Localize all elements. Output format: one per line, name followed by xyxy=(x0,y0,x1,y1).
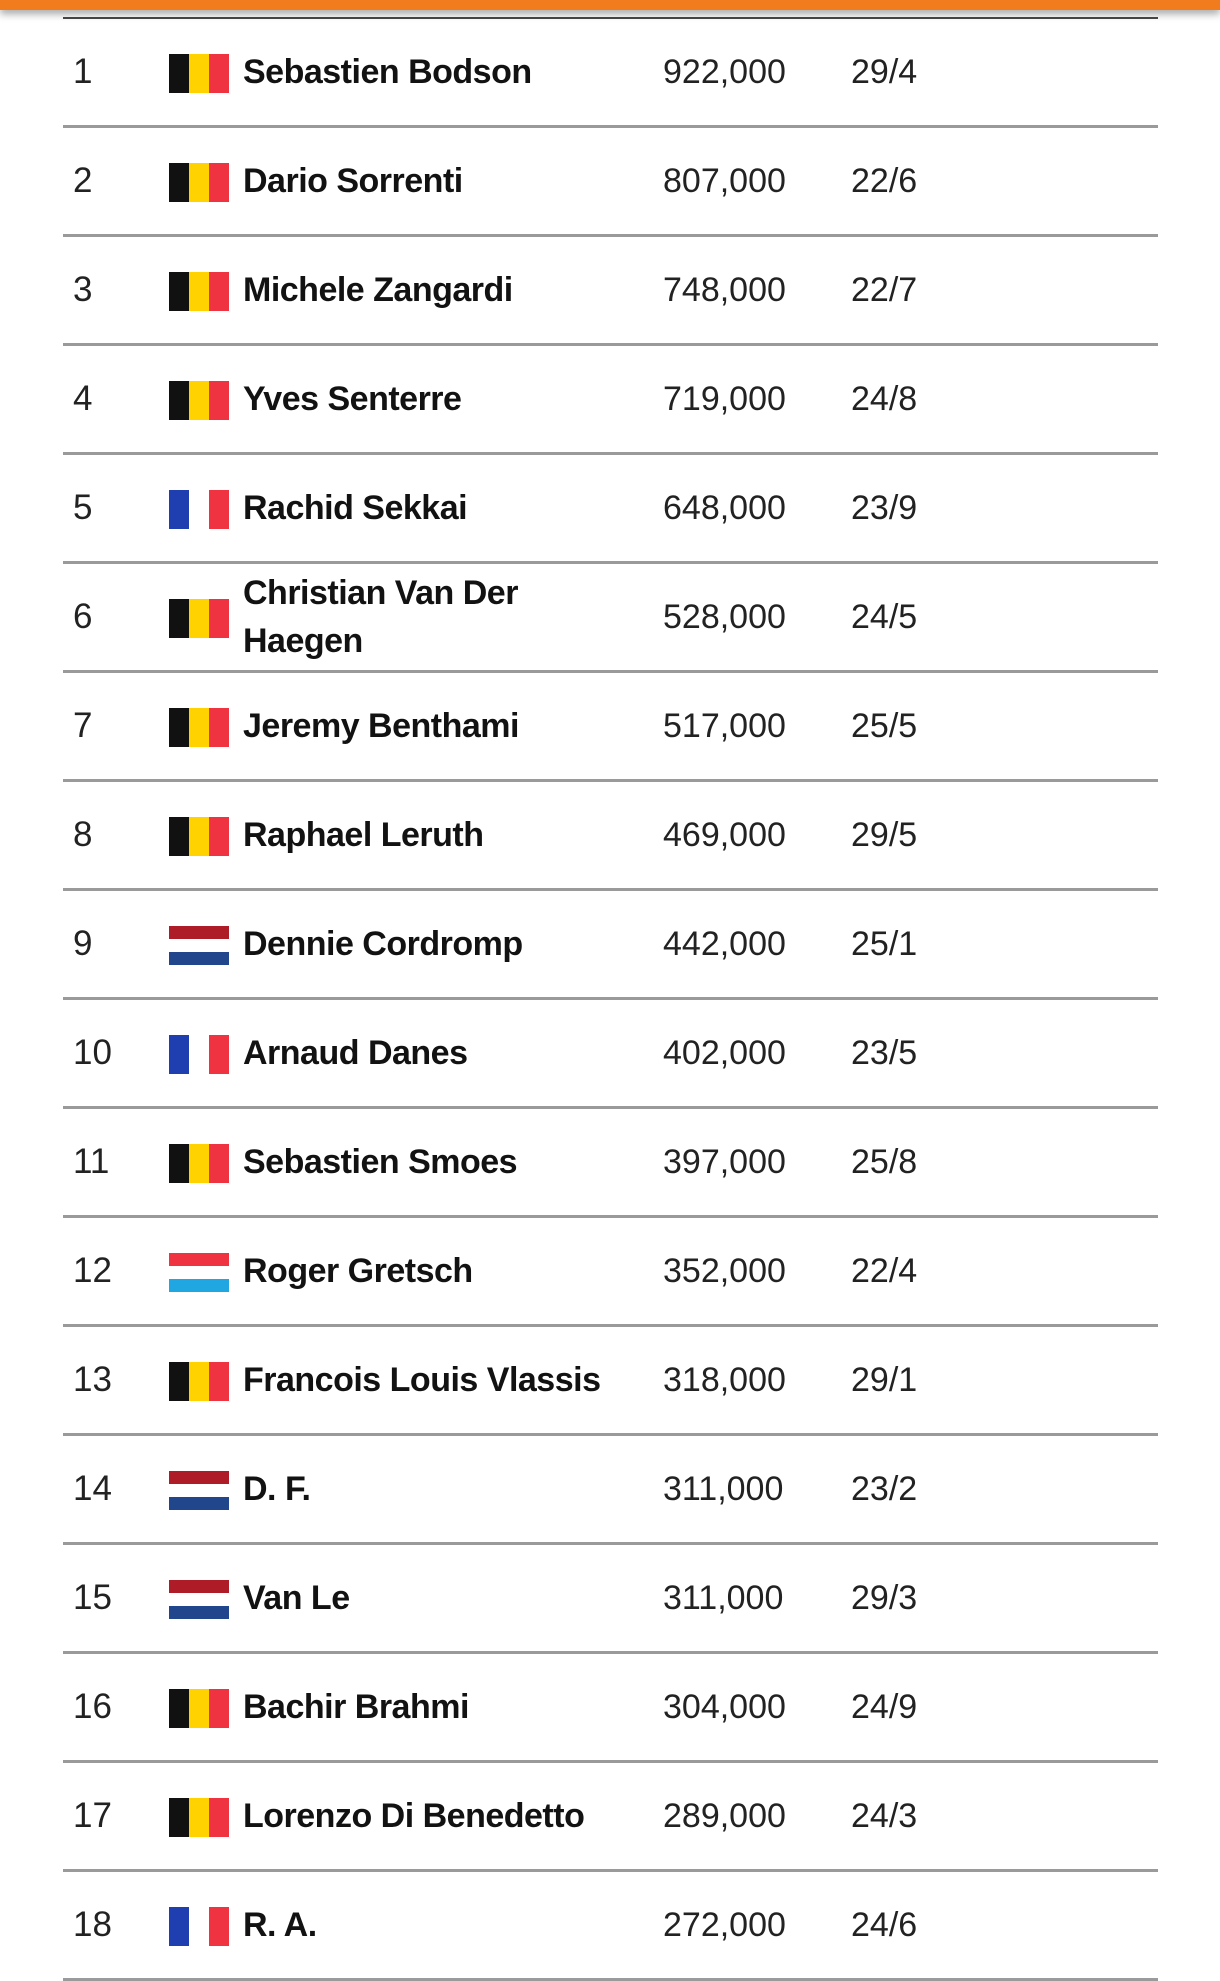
flag-stripe xyxy=(209,381,229,420)
rank-cell: 12 xyxy=(73,1251,112,1290)
top-accent-bar xyxy=(0,0,1220,10)
table-row-17 xyxy=(63,1763,1158,1872)
table-row-5 xyxy=(63,455,1158,564)
flag-stripe xyxy=(169,490,189,529)
flag-stripe xyxy=(169,952,229,965)
luxembourg-flag-icon xyxy=(169,1253,229,1292)
amount-cell: 469,000 xyxy=(663,816,786,854)
flag-stripe xyxy=(189,272,209,311)
date-cell: 25/5 xyxy=(851,707,918,745)
date-cell: 23/5 xyxy=(851,1034,918,1072)
rank-cell: 8 xyxy=(73,815,93,854)
table-row-3 xyxy=(63,237,1158,346)
name-cell: Rachid Sekkai xyxy=(243,489,468,527)
flag-stripe xyxy=(209,708,229,747)
belgium-flag-icon xyxy=(169,708,229,747)
table-row-11 xyxy=(63,1109,1158,1218)
flag-stripe xyxy=(169,1689,189,1728)
amount-cell: 807,000 xyxy=(663,162,786,200)
flag-stripe xyxy=(209,1362,229,1401)
name-cell: Bachir Brahmi xyxy=(243,1688,469,1726)
flag-stripe xyxy=(169,163,189,202)
flag-stripe xyxy=(169,1907,189,1946)
flag-stripe xyxy=(169,272,189,311)
netherlands-flag-icon xyxy=(169,926,229,965)
table-row-12 xyxy=(63,1218,1158,1327)
belgium-flag-icon xyxy=(169,272,229,311)
france-flag-icon xyxy=(169,1907,229,1946)
table-row-6 xyxy=(63,564,1158,673)
flag-stripe xyxy=(209,1798,229,1837)
amount-cell: 352,000 xyxy=(663,1252,786,1290)
name-cell: Lorenzo Di Benedetto xyxy=(243,1797,585,1835)
flag-stripe xyxy=(169,599,189,638)
amount-cell: 304,000 xyxy=(663,1688,786,1726)
date-cell: 24/5 xyxy=(851,598,918,636)
flag-stripe xyxy=(209,1907,229,1946)
rank-cell: 7 xyxy=(73,706,93,745)
flag-stripe xyxy=(209,272,229,311)
date-cell: 29/4 xyxy=(851,53,918,91)
flag-stripe xyxy=(189,1362,209,1401)
flag-stripe xyxy=(169,1798,189,1837)
flag-stripe xyxy=(169,1471,229,1484)
rank-cell: 3 xyxy=(73,270,93,309)
flag-stripe xyxy=(189,54,209,93)
flag-stripe xyxy=(169,1144,189,1183)
flag-stripe xyxy=(169,1279,229,1292)
belgium-flag-icon xyxy=(169,1689,229,1728)
belgium-flag-icon xyxy=(169,817,229,856)
flag-stripe xyxy=(209,1144,229,1183)
rank-cell: 15 xyxy=(73,1578,112,1617)
amount-cell: 748,000 xyxy=(663,271,786,309)
name-cell: Sebastien Bodson xyxy=(243,53,532,91)
date-cell: 24/3 xyxy=(851,1797,918,1835)
date-cell: 23/9 xyxy=(851,489,918,527)
flag-stripe xyxy=(189,599,209,638)
flag-stripe xyxy=(189,1144,209,1183)
amount-cell: 311,000 xyxy=(663,1470,784,1508)
rank-cell: 9 xyxy=(73,924,93,963)
flag-stripe xyxy=(189,1035,209,1074)
date-cell: 25/1 xyxy=(851,925,918,963)
flag-stripe xyxy=(169,1606,229,1619)
rank-cell: 5 xyxy=(73,488,93,527)
netherlands-flag-icon xyxy=(169,1580,229,1619)
name-cell: D. F. xyxy=(243,1470,311,1508)
name-cell: R. A. xyxy=(243,1906,317,1944)
belgium-flag-icon xyxy=(169,163,229,202)
flag-stripe xyxy=(189,1907,209,1946)
flag-stripe xyxy=(169,54,189,93)
flag-stripe xyxy=(209,1689,229,1728)
amount-cell: 311,000 xyxy=(663,1579,784,1617)
date-cell: 29/5 xyxy=(851,816,918,854)
amount-cell: 528,000 xyxy=(663,598,786,636)
table-row-18 xyxy=(63,1872,1158,1981)
name-cell: Van Le xyxy=(243,1579,350,1617)
date-cell: 29/3 xyxy=(851,1579,918,1617)
name-cell: Roger Gretsch xyxy=(243,1252,473,1290)
name-cell: Christian Van Der Haegen xyxy=(243,574,518,660)
france-flag-icon xyxy=(169,490,229,529)
rank-cell: 14 xyxy=(73,1469,112,1508)
belgium-flag-icon xyxy=(169,381,229,420)
flag-stripe xyxy=(169,381,189,420)
france-flag-icon xyxy=(169,1035,229,1074)
name-cell: Francois Louis Vlassis xyxy=(243,1361,601,1399)
flag-stripe xyxy=(189,1798,209,1837)
amount-cell: 442,000 xyxy=(663,925,786,963)
rank-cell: 4 xyxy=(73,379,93,418)
table-row-2 xyxy=(63,128,1158,237)
name-cell: Sebastien Smoes xyxy=(243,1143,518,1181)
date-cell: 22/4 xyxy=(851,1252,918,1290)
belgium-flag-icon xyxy=(169,1798,229,1837)
rank-cell: 2 xyxy=(73,161,93,200)
flag-stripe xyxy=(169,926,229,939)
name-cell: Michele Zangardi xyxy=(243,271,513,309)
date-cell: 29/1 xyxy=(851,1361,918,1399)
rank-cell: 10 xyxy=(73,1033,112,1072)
date-cell: 22/6 xyxy=(851,162,918,200)
flag-stripe xyxy=(209,599,229,638)
table-row-9 xyxy=(63,891,1158,1000)
ranking-table xyxy=(63,17,1158,1981)
rank-cell: 6 xyxy=(73,597,93,636)
belgium-flag-icon xyxy=(169,1144,229,1183)
flag-stripe xyxy=(169,939,229,952)
netherlands-flag-icon xyxy=(169,1471,229,1510)
belgium-flag-icon xyxy=(169,1362,229,1401)
amount-cell: 397,000 xyxy=(663,1143,786,1181)
rank-cell: 1 xyxy=(73,52,93,91)
table-row-4 xyxy=(63,346,1158,455)
flag-stripe xyxy=(189,490,209,529)
table-row-7 xyxy=(63,673,1158,782)
amount-cell: 517,000 xyxy=(663,707,786,745)
name-cell: Dario Sorrenti xyxy=(243,162,463,200)
rank-cell: 17 xyxy=(73,1796,112,1835)
rank-cell: 13 xyxy=(73,1360,112,1399)
flag-stripe xyxy=(189,163,209,202)
flag-stripe xyxy=(209,1035,229,1074)
amount-cell: 922,000 xyxy=(663,53,786,91)
flag-stripe xyxy=(189,817,209,856)
flag-stripe xyxy=(189,708,209,747)
rank-cell: 11 xyxy=(73,1142,110,1181)
amount-cell: 272,000 xyxy=(663,1906,786,1944)
date-cell: 24/9 xyxy=(851,1688,918,1726)
amount-cell: 402,000 xyxy=(663,1034,786,1072)
name-cell: Arnaud Danes xyxy=(243,1034,468,1072)
name-cell: Jeremy Benthami xyxy=(243,707,519,745)
amount-cell: 318,000 xyxy=(663,1361,786,1399)
flag-stripe xyxy=(209,54,229,93)
flag-stripe xyxy=(169,1593,229,1606)
rank-cell: 16 xyxy=(73,1687,112,1726)
flag-stripe xyxy=(209,817,229,856)
belgium-flag-icon xyxy=(169,54,229,93)
date-cell: 22/7 xyxy=(851,271,918,309)
flag-stripe xyxy=(169,1484,229,1497)
flag-stripe xyxy=(169,1580,229,1593)
flag-stripe xyxy=(189,1689,209,1728)
flag-stripe xyxy=(169,1362,189,1401)
table-row-16 xyxy=(63,1654,1158,1763)
name-cell: Dennie Cordromp xyxy=(243,925,523,963)
amount-cell: 648,000 xyxy=(663,489,786,527)
flag-stripe xyxy=(169,708,189,747)
table-row-13 xyxy=(63,1327,1158,1436)
name-cell: Yves Senterre xyxy=(243,380,462,418)
rank-cell: 18 xyxy=(73,1905,112,1944)
date-cell: 23/2 xyxy=(851,1470,918,1508)
flag-stripe xyxy=(169,1266,229,1279)
table-row-14 xyxy=(63,1436,1158,1545)
flag-stripe xyxy=(169,1253,229,1266)
flag-stripe xyxy=(169,817,189,856)
flag-stripe xyxy=(189,381,209,420)
flag-stripe xyxy=(209,490,229,529)
flag-stripe xyxy=(169,1035,189,1074)
date-cell: 25/8 xyxy=(851,1143,918,1181)
name-cell: Raphael Leruth xyxy=(243,816,484,854)
amount-cell: 719,000 xyxy=(663,380,786,418)
table-row-10 xyxy=(63,1000,1158,1109)
date-cell: 24/6 xyxy=(851,1906,918,1944)
table-row-8 xyxy=(63,782,1158,891)
table-row-15 xyxy=(63,1545,1158,1654)
belgium-flag-icon xyxy=(169,599,229,638)
flag-stripe xyxy=(169,1497,229,1510)
flag-stripe xyxy=(209,163,229,202)
date-cell: 24/8 xyxy=(851,380,918,418)
amount-cell: 289,000 xyxy=(663,1797,786,1835)
table-row-1 xyxy=(63,19,1158,128)
